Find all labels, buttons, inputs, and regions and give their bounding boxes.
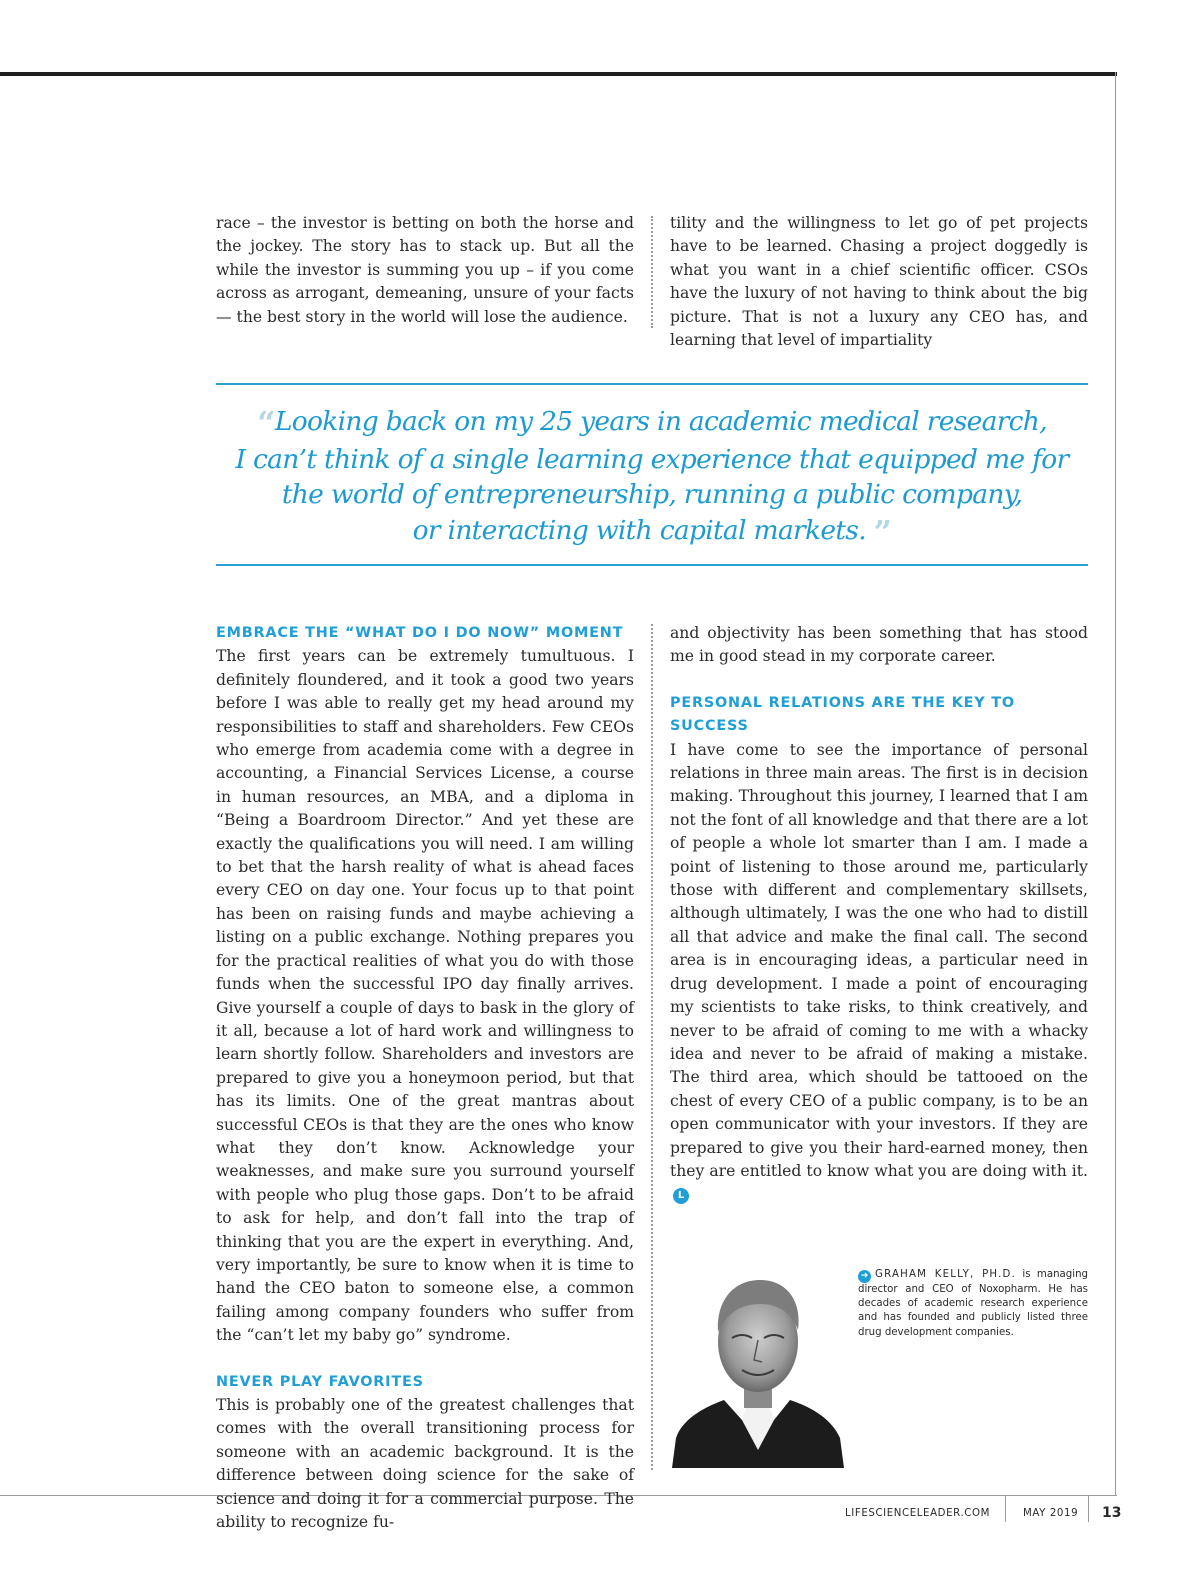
column-divider-main — [651, 624, 653, 1470]
body-paragraph: and objectivity has been something that has stood me in good stead in my corporate career. — [670, 624, 1088, 666]
main-left-column — [216, 622, 634, 1534]
top-left-column — [216, 212, 634, 329]
column-divider-top — [651, 216, 653, 328]
body-paragraph — [670, 739, 1088, 1207]
top-right-column — [670, 212, 1088, 352]
section-heading: NEVER PLAY FAVORITES — [216, 1373, 424, 1390]
author-photo — [672, 1270, 844, 1468]
section-heading: PERSONAL RELATIONS ARE THE KEY TO SUCCESS — [670, 694, 1015, 735]
pullquote-rule-top — [216, 383, 1088, 385]
pull-quote-line: Looking back on my 25 years in academic medical research, — [274, 406, 1047, 437]
footer-website: LIFESCIENCELEADER.COM — [845, 1508, 991, 1519]
footer-separator — [1088, 1496, 1089, 1522]
author-bio-text: is managing director and CEO of Noxopharm. He has decades of academic research experience and has founded and publicly listed three drug development companies. — [858, 1269, 1088, 1338]
pull-quote-line: the world of entrepreneurship, running a public company, — [281, 479, 1023, 510]
page-number: 13 — [1102, 1505, 1122, 1521]
close-quote-icon: ” — [873, 512, 892, 551]
open-quote-icon: “ — [257, 404, 275, 442]
main-right-column — [670, 622, 1088, 1207]
body-paragraph: This is probably one of the greatest challenges that comes with the overall transitioning process for someone with an academic background. It is the difference between doing science for the sake of science and doing it for a commercial purpose. The ability to recognize fu- — [216, 1396, 634, 1532]
end-mark-icon: L — [673, 1188, 689, 1204]
author-name: GRAHAM KELLY, PH.D. — [875, 1269, 1017, 1280]
footer-date: MAY 2019 — [1023, 1508, 1079, 1519]
section-heading: EMBRACE THE “WHAT DO I DO NOW” MOMENT — [216, 625, 624, 641]
body-paragraph: The first years can be extremely tumultuous. I definitely floundered, and it took a good two years before I was able to really get my head around my responsibilities to staff and shareholders. Few CEOs who emerge from academia come with a degree in accounting, a Financial Services License, a course in human resources, an MBA, and a diploma in “Being a Boardroom Director.” And yet these are exactly the qualifications you will need. I am willing to bet that the harsh reality of what is ahead faces every CEO on day one. Your focus up to that point has been on raising funds and maybe achieving a listing on a public exchange. Nothing prepares you for the practical realities of what you do with those funds when the successful IPO day finally arrives. Give yourself a couple of days to bask in the glory of it all, because a lot of hard work and willingness to learn shortly follow. Shareholders and investors are prepared to give you a honeymoon period, but that has its limits. One of the great mantras about successful CEOs is that they are the ones who know what they don’t know. Acknowledge your weaknesses, and make sure you surround yourself with people who plug those gaps. Don’t to be afraid to ask for help, and don’t fall into the trap of thinking that you are the expert in everything. And, very importantly, be sure to know when it is time to hand the CEO baton to someone else, a common failing among company founders who suffer from the “can’t let my baby go” syndrome. — [216, 647, 634, 1345]
pull-quote — [216, 404, 1088, 550]
top-left-text: race – the investor is betting on both the horse and the jockey. The story has to stack up. But all the while the investor is summing you up – if you come across as arrogant, demeaning, unsure of your facts — the best story in the world will lose the audience. — [216, 214, 634, 326]
pullquote-rule-bottom — [216, 564, 1088, 566]
author-bio — [858, 1268, 1088, 1340]
pull-quote-line: I can’t think of a single learning experience that equipped me for — [235, 443, 1069, 475]
arrow-right-icon: ➜ — [858, 1270, 871, 1283]
top-right-text: tility and the willingness to let go of pet projects have to be learned. Chasing a project doggedly is what you want in a chief scientific officer. CSOs have the luxury of not having to think about the big picture. That is not a luxury any CEO has, and learning that level of impartiality — [670, 214, 1088, 350]
body-paragraph-text: I have come to see the importance of personal relations in three main areas. The first is in decision making. Throughout this journey, I learned that I am not the font of all knowledge and that there are a lot of people a whole lot smarter than I am. I made a point of listening to those around me, particularly those with different and complementary skillsets, although ultimately, I was the one who had to distill all that advice and make the final call. The second area is in encouraging ideas, a particular need in drug development. I made a point of encouraging my scientists to take risks, to think creatively, and never to be afraid of coming to me with a whacky idea and never to be afraid of making a mistake. The third area, which should be tattooed on the chest of every CEO of a public company, is to be an open communicator with your investors. If they are prepared to give you their hard-earned money, then they are entitled to know what you are doing with it. — [670, 740, 1088, 1180]
footer-separator — [1005, 1496, 1006, 1522]
pull-quote-line: or interacting with capital markets. — [412, 514, 866, 546]
top-rule — [0, 72, 1117, 76]
right-margin-rule — [1115, 72, 1116, 1496]
